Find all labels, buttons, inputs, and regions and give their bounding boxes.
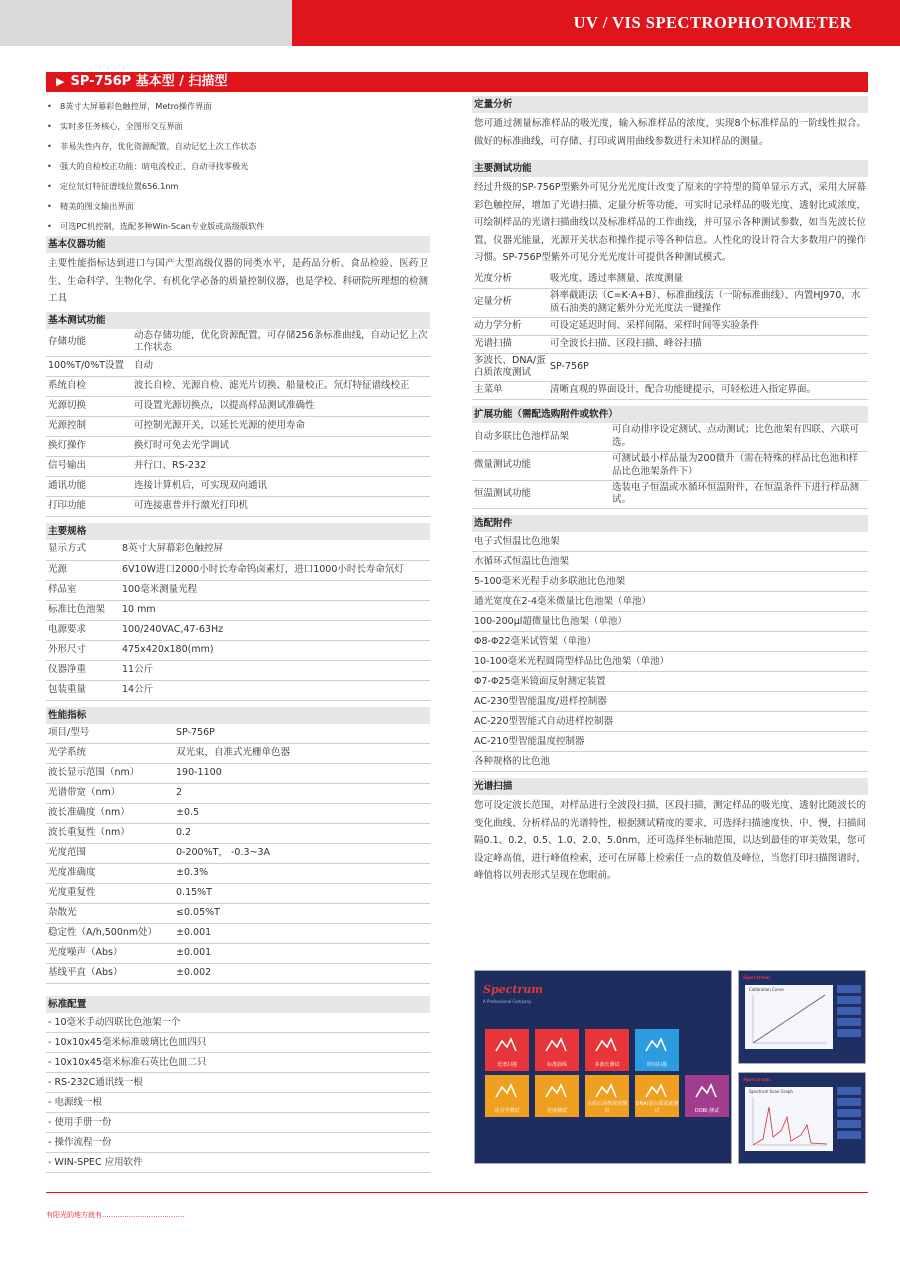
row-label: 打印功能	[46, 497, 132, 517]
section-heading-accessories: 选配附件	[472, 515, 868, 532]
row-label: 100%T/0%T设置	[46, 357, 132, 377]
scan-text: 您可设定波长范围，对样品进行全波段扫描，区段扫描，测定样品的吸光度、透射比随波长的变化曲线、分析样品的光谱特性，根据测试精度的要求，可选择扫描速度快、中、慢，扫描间隔0.1、0.2、0.5、1.0、2.0、5.0nm，还可选择坐标轴范围，以达到最佳的审美效果，您可设定峰高值，进行峰值检索，还可在屏幕上检索任一点的数值及峰位，当您打印扫描图谱时，峰值将以列表形式呈现在您眼前。	[474, 800, 866, 882]
feature-item: • 精美的图文输出界面	[46, 196, 430, 216]
row-value: 可全波长扫描、区段扫描、峰谷扫描	[548, 335, 868, 353]
tile-icon	[645, 1035, 667, 1053]
software-screenshot-scan	[738, 1072, 866, 1164]
row-label: 微量测试功能	[472, 451, 610, 480]
tile-icon	[495, 1081, 517, 1099]
row-label: 波长重复性（nm）	[46, 824, 174, 844]
table-row	[472, 423, 868, 451]
tile-icon	[545, 1035, 567, 1053]
scan-curve-icon	[745, 1087, 833, 1151]
row-value: 动态存储功能，优化资源配置，可存储256条标准曲线，自动记忆上次工作状态	[132, 329, 430, 357]
row-label: 仪器净重	[46, 660, 120, 680]
list-item: - 10x10x45毫米标准玻璃比色皿四只	[46, 1033, 430, 1053]
table-row	[472, 271, 868, 289]
spectrum-logo: Spectrum	[483, 983, 543, 996]
row-value: ≤0.05%T	[174, 904, 430, 924]
performance-table	[46, 724, 430, 985]
row-label: 自动多联比色池样品架	[472, 423, 610, 451]
row-value: 100/240VAC,47-63Hz	[120, 620, 430, 640]
row-value: 连接计算机后，可实现双向通讯	[132, 477, 430, 497]
row-value: 可测试最小样品量为200微升（需在特殊的样品比色池和样品比色池架条件下）	[610, 451, 868, 480]
row-label: 项目/型号	[46, 724, 174, 744]
list-item: - 10毫米手动四联比色池架一个	[46, 1013, 430, 1033]
row-value: 475x420x180(mm)	[120, 640, 430, 660]
table-row	[46, 864, 430, 884]
list-item: AC-220型智能式自动进样控制器	[472, 712, 868, 732]
row-label: 光度噪声（Abs）	[46, 944, 174, 964]
standard-config-list	[46, 1013, 430, 1173]
feature-item: • 强大的自检校正功能：暗电流校正、自动寻找零极光	[46, 156, 430, 176]
row-value: 自动	[132, 357, 430, 377]
table-row	[46, 437, 430, 457]
list-item: 10-100毫米光程圆筒型样品比色池架（单池）	[472, 652, 868, 672]
row-label: 光源切换	[46, 397, 132, 417]
row-label: 光源	[46, 560, 120, 580]
row-value: 可控制光源开关，以延长光源的使用寿命	[132, 417, 430, 437]
triangle-icon: ▶	[56, 75, 65, 88]
table-row	[46, 477, 430, 497]
list-item: - 10x10x45毫米标准石英比色皿二只	[46, 1053, 430, 1073]
section-heading-scan: 光谱扫描	[472, 778, 868, 795]
row-label: 恒温测试功能	[472, 480, 610, 509]
feature-list	[46, 96, 430, 236]
row-value: 可连接惠普并行激光打印机	[132, 497, 430, 517]
tile-icon	[545, 1081, 567, 1099]
row-label: 光度范围	[46, 844, 174, 864]
row-value: 0-200%T， -0.3~3A	[174, 844, 430, 864]
row-value: 100毫米测量光程	[120, 580, 430, 600]
row-label: 显示方式	[46, 540, 120, 560]
app-tile	[485, 1075, 529, 1117]
tile-label: 多波长测试	[594, 1062, 620, 1068]
row-label: 光度分析	[472, 271, 548, 289]
tile-label: 光度测试	[546, 1108, 567, 1114]
tile-label: DOBI 测试	[694, 1108, 720, 1114]
tile-label: 光谱扫描	[496, 1062, 517, 1068]
basic-test-table	[46, 329, 430, 518]
app-tile	[685, 1075, 729, 1117]
calibration-plot-title: Calibration Curve	[749, 987, 784, 992]
row-label: 主菜单	[472, 382, 548, 400]
spectrum-logo-sub: A Professional Company	[483, 999, 532, 1004]
feature-item: • 非易失性内存，优化资源配置，自动记忆上次工作状态	[46, 136, 430, 156]
main-test-table	[472, 271, 868, 401]
app-tile	[585, 1075, 629, 1117]
row-label: 外形尺寸	[46, 640, 120, 660]
row-value: ±0.001	[174, 944, 430, 964]
section-heading-basic: 基本仪器功能	[46, 236, 430, 253]
basic-text: 主要性能指标达到进口与国产大型高级仪器的同类水平，是药品分析、食品检验、医药卫生、生命科学、生物化学、有机化学必备的质量控制仪器，也是学校、科研院所理想的检测工具	[48, 258, 429, 304]
row-label: 定量分析	[472, 289, 548, 318]
table-row	[46, 540, 430, 560]
footer-text: 有阳光的地方就有.....................................	[46, 1211, 185, 1219]
list-item: AC-230型智能温度/进样控制器	[472, 692, 868, 712]
table-row	[46, 944, 430, 964]
footer-divider	[46, 1192, 868, 1193]
tile-label: 标准曲线	[546, 1062, 567, 1068]
section-heading-expand: 扩展功能（需配选购附件或软件）	[472, 406, 868, 423]
row-value: 可设定延迟时间、采样间隔、采样时间等实验条件	[548, 317, 868, 335]
row-label: 标准比色池架	[46, 600, 120, 620]
row-label: 光谱扫描	[472, 335, 548, 353]
list-item: - 操作流程一份	[46, 1133, 430, 1153]
row-label: 包装重量	[46, 680, 120, 700]
table-row	[46, 329, 430, 357]
row-value: 10 mm	[120, 600, 430, 620]
section-heading-basic-test: 基本测试功能	[46, 312, 430, 329]
table-row	[472, 382, 868, 400]
row-value: 0.15%T	[174, 884, 430, 904]
row-value: 2	[174, 784, 430, 804]
software-screenshot-calibration	[738, 970, 866, 1064]
row-value: ±0.001	[174, 924, 430, 944]
row-label: 光度准确度	[46, 864, 174, 884]
section-heading-standard: 标准配置	[46, 996, 430, 1013]
table-row	[46, 497, 430, 517]
feature-item: • 8英寸大屏幕彩色触控屏，Metro操作界面	[46, 96, 430, 116]
tile-icon	[695, 1081, 717, 1099]
row-value: 波长自检、光源自检、滤光片切换、船量校正。氘灯特征谱线校正	[132, 377, 430, 397]
row-value: SP-756P	[548, 353, 868, 382]
section-heading-performance: 性能指标	[46, 707, 430, 724]
app-tile	[535, 1029, 579, 1071]
specs-table	[46, 540, 430, 701]
row-value: 并行口、RS-232	[132, 457, 430, 477]
tile-icon	[595, 1081, 617, 1099]
table-row	[472, 317, 868, 335]
list-item: Φ8-Φ22毫米试管架（单池）	[472, 632, 868, 652]
small-logo: Spectrum	[743, 975, 771, 981]
row-label: 换灯操作	[46, 437, 132, 457]
app-tile	[635, 1029, 679, 1071]
table-row	[46, 764, 430, 784]
row-label: 光谱带宽（nm）	[46, 784, 174, 804]
row-value: 清晰直观的界面设计，配合功能键提示，可轻松进入指定界面。	[548, 382, 868, 400]
table-row	[46, 824, 430, 844]
row-value: 可设置光源切换点，以提高样品测试准确性	[132, 397, 430, 417]
row-value: 8英寸大屏幕彩色触控屏	[120, 540, 430, 560]
table-row	[46, 640, 430, 660]
software-screenshot-main	[474, 970, 732, 1164]
product-title-banner	[46, 72, 868, 92]
table-row	[46, 457, 430, 477]
table-row	[46, 377, 430, 397]
left-column	[46, 96, 430, 1173]
list-item: Φ7-Φ25毫米镜面反射测定装置	[472, 672, 868, 692]
table-row	[46, 744, 430, 764]
row-value: 吸光度、透过率测量、浓度测量	[548, 271, 868, 289]
table-row	[46, 964, 430, 984]
list-item: 各种规格的比色池	[472, 752, 868, 772]
row-value: 双光束，自准式光栅单色器	[174, 744, 430, 764]
row-value: 换灯时可免去光学调试	[132, 437, 430, 457]
row-label: 信号输出	[46, 457, 132, 477]
list-item: 100-200μl超微量比色池架（单池）	[472, 612, 868, 632]
tile-label: DNA/蛋白质浓度测试	[635, 1101, 679, 1114]
row-label: 动力学分析	[472, 317, 548, 335]
row-value: ±0.3%	[174, 864, 430, 884]
table-row	[46, 357, 430, 377]
tile-icon	[595, 1035, 617, 1053]
row-label: 通讯功能	[46, 477, 132, 497]
row-label: 波长显示范围（nm）	[46, 764, 174, 784]
row-label: 基线平直（Abs）	[46, 964, 174, 984]
feature-item: • 实时多任务核心，全图形交互界面	[46, 116, 430, 136]
row-value: SP-756P	[174, 724, 430, 744]
row-label: 电源要求	[46, 620, 120, 640]
table-row	[472, 480, 868, 509]
header-title: UV / VIS SPECTROPHOTOMETER	[292, 0, 900, 46]
table-row	[46, 904, 430, 924]
table-row	[46, 804, 430, 824]
table-row	[46, 844, 430, 864]
list-item: - RS-232C通讯线一根	[46, 1073, 430, 1093]
list-item: - WIN-SPEC 应用软件	[46, 1153, 430, 1173]
list-item: 通光宽度在2-4毫米微量比色池架（单池）	[472, 592, 868, 612]
calibration-line-icon	[745, 985, 833, 1049]
row-value: ±0.002	[174, 964, 430, 984]
table-row	[46, 680, 430, 700]
row-label: 光学系统	[46, 744, 174, 764]
table-row	[472, 451, 868, 480]
feature-item: • 可选PC机控制，选配多种Win-Scan专业版或高级版软件	[46, 216, 430, 236]
list-item: 电子式恒温比色池架	[472, 532, 868, 552]
list-item: - 使用手册一份	[46, 1113, 430, 1133]
row-label: 波长准确度（nm）	[46, 804, 174, 824]
expand-table	[472, 423, 868, 509]
row-value: 0.2	[174, 824, 430, 844]
row-label: 光源控制	[46, 417, 132, 437]
app-tile	[485, 1029, 529, 1071]
row-label: 杂散光	[46, 904, 174, 924]
list-item: 水循环式恒温比色池架	[472, 552, 868, 572]
app-tile	[635, 1075, 679, 1117]
tile-label: 时间扫描	[646, 1062, 667, 1068]
row-label: 系统自检	[46, 377, 132, 397]
tile-icon	[495, 1035, 517, 1053]
app-tile	[585, 1029, 629, 1071]
table-row	[472, 353, 868, 382]
row-label: 样品室	[46, 580, 120, 600]
main-test-text: 经过升级的SP-756P型紫外可见分光光度计改变了原来的字符型的简单显示方式，采用大屏幕彩色触控屏，增加了光谱扫描、定量分析等功能，可实时记录样品的吸光度、透射比或浓度，可绘制样品的光谱扫描曲线以及标准样品的工作曲线，并可显示各种测试参数，如当先波长位置，仪器光能量，光源开关状态和操作提示等各种信息。人性化的设计符合大多数用户的操作习惯。SP-756P型紫外可见分光光度计可提供各种测试模式。	[474, 182, 866, 263]
row-value: 190-1100	[174, 764, 430, 784]
table-row	[46, 417, 430, 437]
row-label: 稳定性（A/h,500nm处）	[46, 924, 174, 944]
quant-text: 您可通过测量标准样品的吸光度，输入标准样品的浓度，实现8个标准样品的一阶线性拟合。做好的标准曲线，可存储、打印或调用曲线参数进行未知样品的测量。	[474, 118, 866, 147]
row-value: ±0.5	[174, 804, 430, 824]
list-item: 5-100毫米光程手动多联池比色池架	[472, 572, 868, 592]
table-row	[46, 600, 430, 620]
tile-icon	[645, 1081, 667, 1099]
product-title: SP-756P 基本型 / 扫描型	[70, 74, 228, 89]
table-row	[46, 660, 430, 680]
table-row	[46, 924, 430, 944]
app-tile	[535, 1075, 579, 1117]
tile-label: 动力学测试	[494, 1108, 520, 1114]
accessories-list	[472, 532, 868, 772]
row-label: 光度重复性	[46, 884, 174, 904]
section-heading-quant: 定量分析	[472, 96, 868, 113]
calibration-plot	[745, 985, 833, 1049]
table-row	[46, 580, 430, 600]
row-value: 11公斤	[120, 660, 430, 680]
row-label: 存储功能	[46, 329, 132, 357]
right-column	[472, 96, 868, 889]
row-value: 14公斤	[120, 680, 430, 700]
row-value: 斜率截距法（C=K·A+B）、标准曲线法（一阶标准曲线）、内置HJ970，水质石油类的测定紫外分光光度法一键操作	[548, 289, 868, 318]
table-row	[46, 884, 430, 904]
table-row	[472, 335, 868, 353]
table-row	[46, 560, 430, 580]
table-row	[46, 724, 430, 744]
section-heading-main-test: 主要测试功能	[472, 160, 868, 177]
table-row	[46, 620, 430, 640]
header-gray-bar	[0, 0, 292, 46]
row-value: 可自动排序设定测试、点动测试；比色池架有四联、六联可选。	[610, 423, 868, 451]
scan-plot-title: Spectrum Scan Graph	[749, 1089, 793, 1094]
table-row	[46, 397, 430, 417]
section-heading-specs: 主要规格	[46, 523, 430, 540]
table-row	[46, 784, 430, 804]
small-logo-2: Spectrum	[743, 1077, 771, 1083]
row-value: 选装电子恒温或水循环恒温附件，在恒温条件下进行样品测试。	[610, 480, 868, 509]
feature-item: • 定位氘灯特征谱线位置656.1nm	[46, 176, 430, 196]
list-item: AC-210型智能温度控制器	[472, 732, 868, 752]
row-label: 多波长、DNA/蛋白质浓度测试	[472, 353, 548, 382]
scan-plot	[745, 1087, 833, 1151]
row-value: 6V10W进口2000小时长寿命钨卤素灯，进口1000小时长寿命氘灯	[120, 560, 430, 580]
tile-label: 水质石油类浓度测试	[586, 1101, 627, 1114]
list-item: - 电源线一根	[46, 1093, 430, 1113]
table-row	[472, 289, 868, 318]
